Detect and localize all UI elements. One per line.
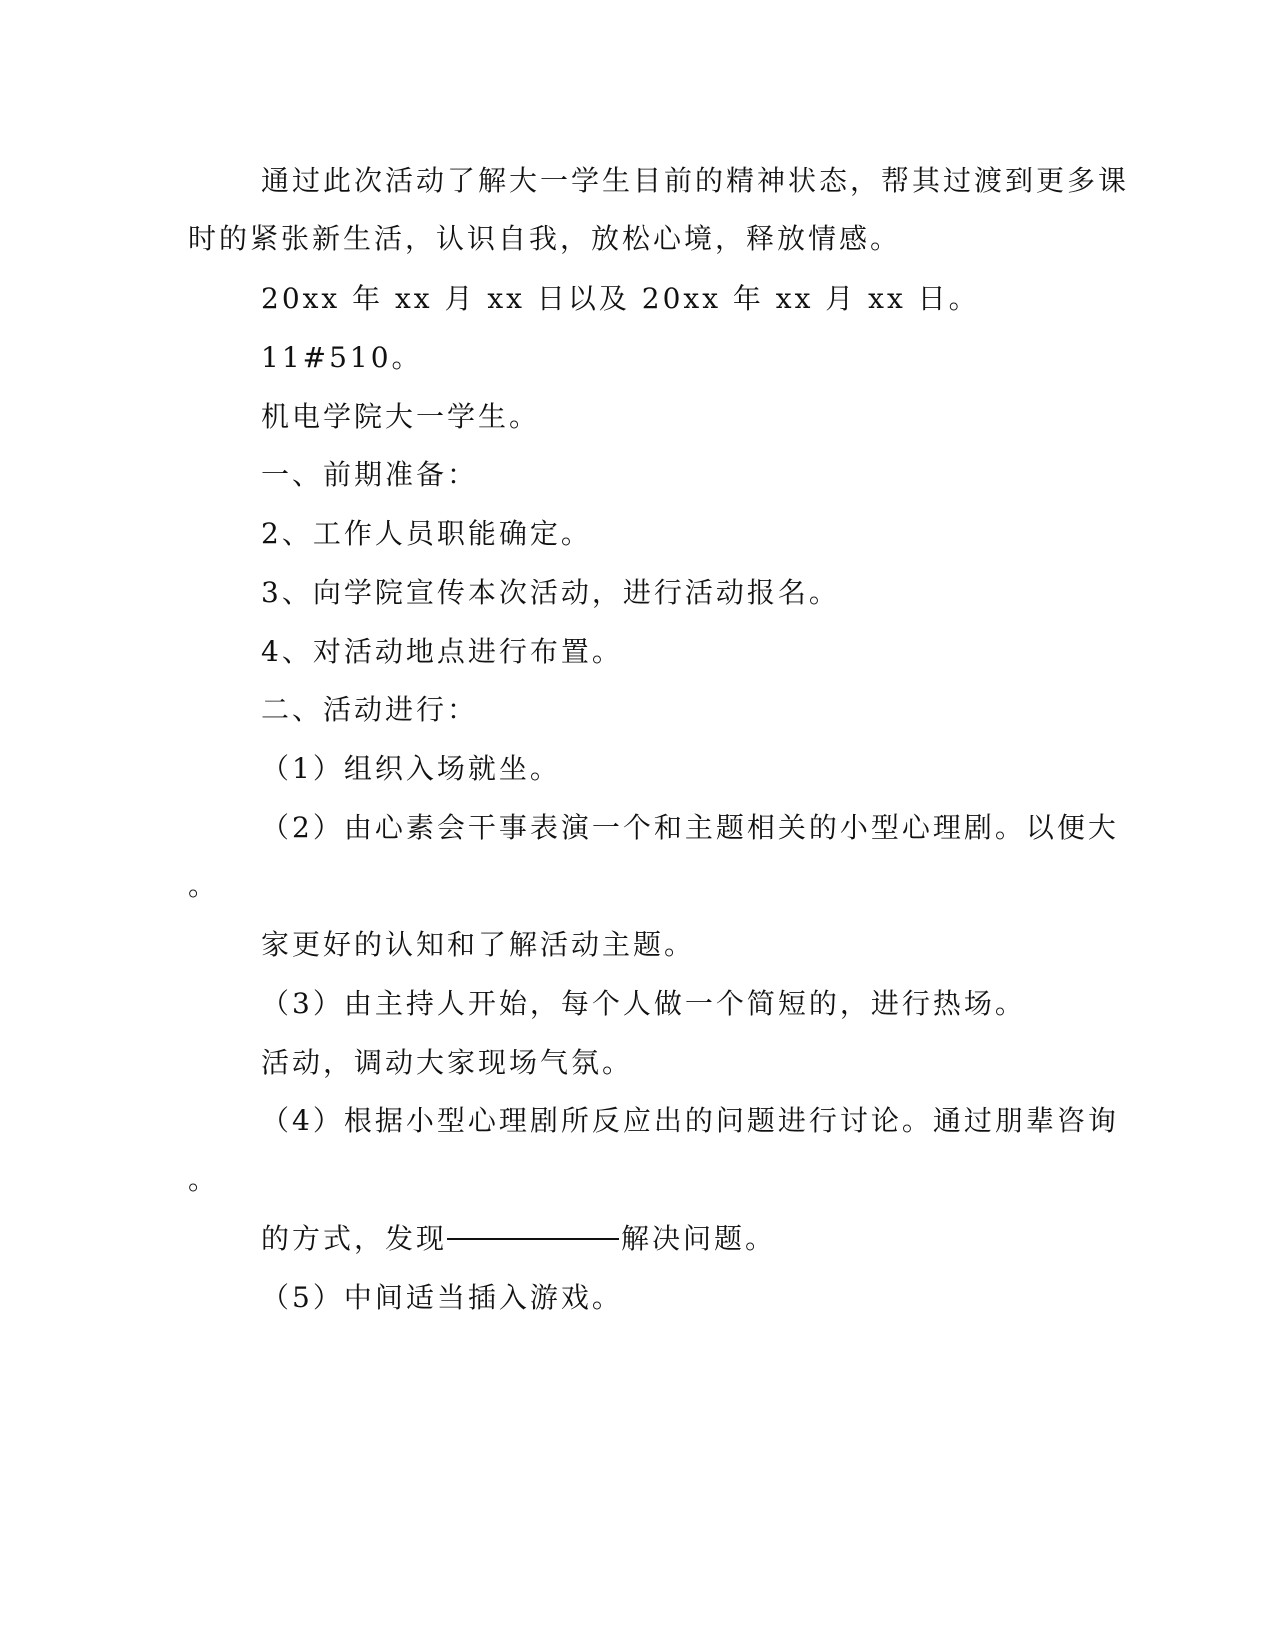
paragraph-purpose-line-2: 时的紧张新生活，认识自我，放松心境，释放情感。 — [188, 222, 902, 255]
stray-period-1: 。 — [188, 869, 220, 902]
stray-period-2: 。 — [188, 1163, 220, 1196]
activity-step-3-line-1: （3）由主持人开始，每个人做一个简短的，进行热场。 — [261, 987, 1026, 1020]
paragraph-purpose-line-1: 通过此次活动了解大一学生目前的精神状态，帮其过渡到更多课 — [261, 164, 1130, 197]
activity-step-2-line-2: 家更好的认知和了解活动主题。 — [261, 928, 696, 961]
activity-date: 20xx 年 xx 月 xx 日以及 20xx 年 xx 月 xx 日。 — [261, 282, 980, 315]
step-4-text-before-blank: 的方式，发现 — [261, 1222, 448, 1255]
section-heading-preparation: 一、前期准备： — [261, 458, 479, 491]
activity-step-1: （1）组织入场就坐。 — [261, 752, 561, 785]
activity-step-4-line-2 — [261, 1222, 776, 1256]
preparation-item-4: 4、对活动地点进行布置。 — [261, 635, 623, 668]
section-heading-activity: 二、活动进行： — [261, 693, 479, 726]
activity-step-5: （5）中间适当插入游戏。 — [261, 1281, 623, 1314]
activity-step-2-line-1: （2）由心素会干事表演一个和主题相关的小型心理剧。以便大 — [261, 811, 1119, 844]
activity-step-3-line-2: 活动，调动大家现场气氛。 — [261, 1046, 634, 1079]
activity-participants: 机电学院大一学生。 — [261, 400, 541, 433]
activity-step-4-line-1: （4）根据小型心理剧所反应出的问题进行讨论。通过朋辈咨询 — [261, 1104, 1119, 1137]
fill-in-blank — [447, 1237, 619, 1240]
preparation-item-3: 3、向学院宣传本次活动，进行活动报名。 — [261, 576, 840, 609]
step-4-text-after-blank: 解决问题。 — [621, 1222, 777, 1255]
preparation-item-2: 2、工作人员职能确定。 — [261, 517, 592, 550]
activity-location: 11#510。 — [261, 341, 423, 374]
